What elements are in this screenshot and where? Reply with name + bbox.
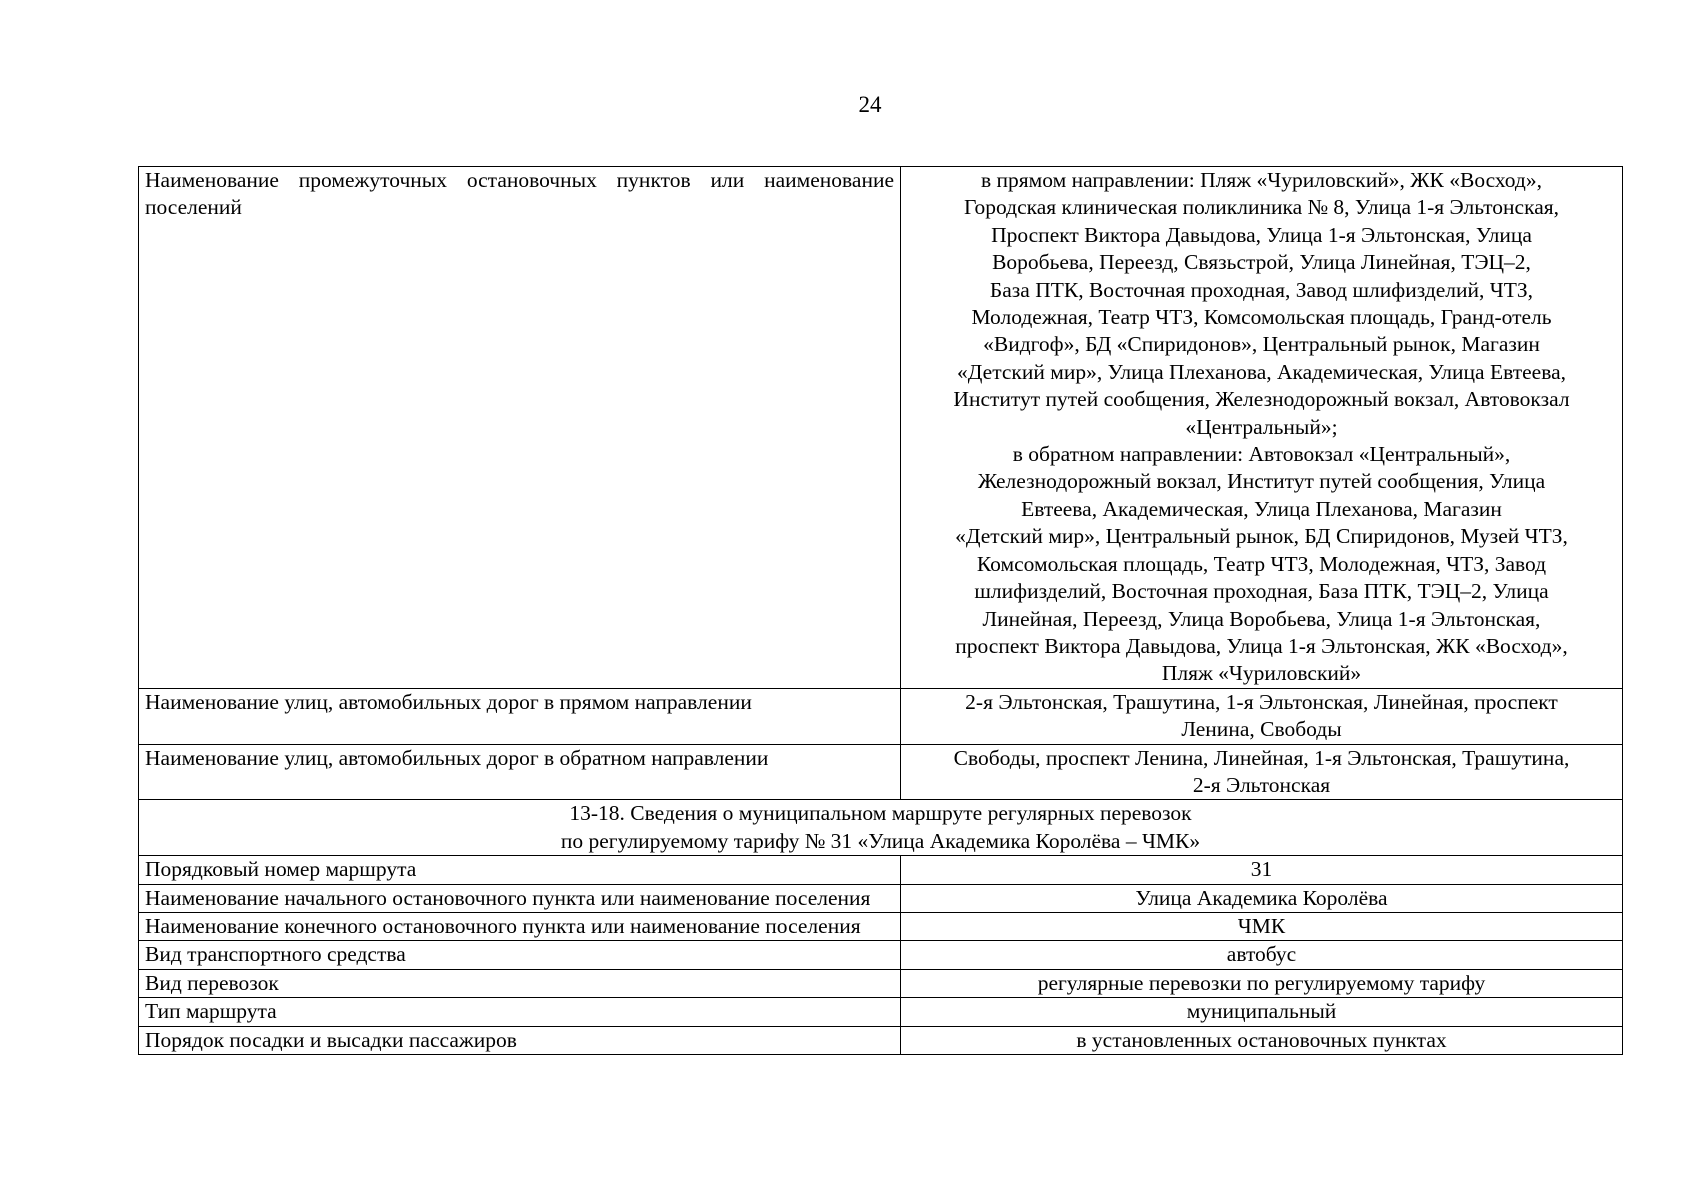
value-line: «Видгоф», БД «Спиридонов», Центральный рынок, Магазин xyxy=(983,332,1540,357)
table-row-reverse-streets xyxy=(139,744,1623,800)
table-row-boarding-order xyxy=(139,1026,1623,1054)
table-row-route-number xyxy=(139,856,1623,884)
table-row-route-type xyxy=(139,998,1623,1026)
row-label: Наименование улиц, автомобильных дорог в прямом направлении xyxy=(139,688,901,744)
row-value-reverse-streets xyxy=(901,744,1623,800)
table-row-forward-streets xyxy=(139,688,1623,744)
row-label: Вид перевозок xyxy=(139,969,901,997)
value-line: «Детский мир», Улица Плеханова, Академическая, Улица Евтеева, xyxy=(956,359,1566,384)
route-info-table xyxy=(138,166,1623,1055)
value-line: в прямом направлении: Пляж «Чуриловский», ЖК «Восход», xyxy=(980,168,1542,192)
value-line: «Центральный»; xyxy=(1185,414,1338,439)
value-line: Линейная, Переезд, Улица Воробьева, Улица 1-я Эльтонская, xyxy=(982,606,1541,631)
value-line: в обратном направлении: Автовокзал «Центральный», xyxy=(1012,442,1511,467)
value-line: Молодежная, Театр ЧТЗ, Комсомольская площадь, Гранд-отель xyxy=(971,305,1552,330)
value-line: Проспект Виктора Давыдова, Улица 1-я Эльтонская, Улица xyxy=(991,222,1532,247)
value-line: 2-я Эльтонская, Трашутина, 1-я Эльтонская, Линейная, проспект xyxy=(965,689,1558,714)
table-row-intermediate-stops xyxy=(139,167,1623,689)
page-number: 24 xyxy=(858,92,882,117)
value-line: «Детский мир», Центральный рынок, БД Спиридонов, Музей ЧТЗ, xyxy=(955,524,1568,549)
row-value: Улица Академика Королёва xyxy=(901,884,1623,912)
row-label: Наименование начального остановочного пункта или наименование поселения xyxy=(139,884,901,912)
row-label: Вид транспортного средства xyxy=(139,941,901,969)
value-line: 2-я Эльтонская xyxy=(1192,772,1331,797)
value-line: База ПТК, Восточная проходная, Завод шлифизделий, ЧТЗ, xyxy=(989,277,1534,302)
row-value: 31 xyxy=(901,856,1623,884)
value-line: Железнодорожный вокзал, Институт путей сообщения, Улица xyxy=(977,469,1546,494)
row-value: автобус xyxy=(901,941,1623,969)
value-line: проспект Виктора Давыдова, Улица 1-я Эльтонская, ЖК «Восход», xyxy=(955,633,1568,658)
row-value-intermediate-stops xyxy=(901,167,1623,689)
value-line: Свободы, проспект Ленина, Линейная, 1-я Эльтонская, Трашутина, xyxy=(953,745,1570,770)
row-label: Тип маршрута xyxy=(139,998,901,1026)
table-row-end-stop xyxy=(139,912,1623,940)
row-label: Наименование улиц, автомобильных дорог в обратном направлении xyxy=(139,744,901,800)
value-line: Пляж «Чуриловский» xyxy=(1161,661,1362,686)
section-heading xyxy=(139,800,1623,856)
value-line: Ленина, Свободы xyxy=(1181,717,1342,742)
row-label: Порядок посадки и высадки пассажиров xyxy=(139,1026,901,1054)
row-value: муниципальный xyxy=(901,998,1623,1026)
row-value: ЧМК xyxy=(901,912,1623,940)
value-line: Комсомольская площадь, Театр ЧТЗ, Молодежная, ЧТЗ, Завод xyxy=(976,551,1547,576)
table-row-section-heading xyxy=(139,800,1623,856)
row-label: Наименование конечного остановочного пункта или наименование поселения xyxy=(139,912,901,940)
row-label: Порядковый номер маршрута xyxy=(139,856,901,884)
value-line: Воробьева, Переезд, Связьстрой, Улица Линейная, ТЭЦ–2, xyxy=(992,250,1531,275)
table-row-start-stop xyxy=(139,884,1623,912)
row-label: Наименование промежуточных остановочных пунктов или наименование поселений xyxy=(139,167,901,689)
value-line: Евтеева, Академическая, Улица Плеханова, Магазин xyxy=(1021,496,1502,521)
value-line: шлифизделий, Восточная проходная, База ПТК, ТЭЦ–2, Улица xyxy=(974,579,1549,604)
table-row-transport-kind xyxy=(139,969,1623,997)
row-value: в установленных остановочных пунктах xyxy=(901,1026,1623,1054)
table-row-vehicle-type xyxy=(139,941,1623,969)
section-heading-line: по регулируемому тарифу № 31 «Улица Академика Королёва – ЧМК» xyxy=(560,828,1201,853)
row-value: регулярные перевозки по регулируемому тарифу xyxy=(901,969,1623,997)
section-heading-line: 13-18. Сведения о муниципальном маршруте регулярных перевозок xyxy=(569,801,1192,826)
value-line: Городская клиническая поликлиника № 8, Улица 1-я Эльтонская, xyxy=(963,195,1560,220)
value-line: Институт путей сообщения, Железнодорожный вокзал, Автовокзал xyxy=(953,387,1570,412)
row-value-forward-streets xyxy=(901,688,1623,744)
